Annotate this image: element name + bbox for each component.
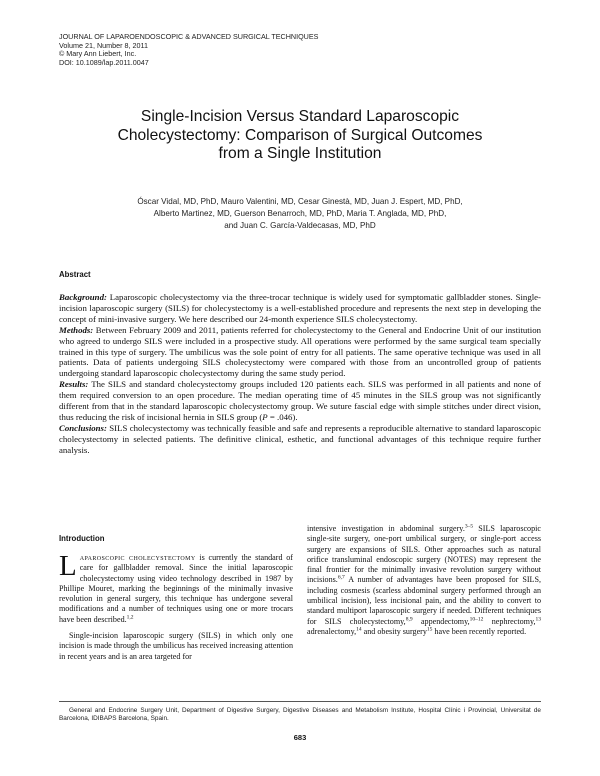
authors-line-3: and Juan C. García-Valdecasas, MD, PhD (224, 221, 376, 231)
authors-line-1: Óscar Vidal, MD, PhD, Mauro Valentini, MD, Cesar Ginestà, MD, Juan J. Espert, MD, PhD, (137, 197, 463, 206)
intro-smallcaps: aparoscopic cholecystectomy (79, 553, 196, 562)
ref-14: 14 (356, 626, 362, 633)
p3-text-c: A number of advantages have been proposed for SILS, including cosmesis (scarless abdominal surgery performed through an umbilical incision), less incisional pain, and the ability to convert to standard multiport laparoscopic surgery if needed. Different techniques for SILS cholecystectomy, (307, 575, 541, 626)
abstract-methods (59, 325, 541, 380)
conclusions-text: SILS cholecystectomy was technically feasible and safe and represents a reproducible alternative to standard laparoscopic cholecystectomy in selected patients. The definitive clinical, esthetic, and functional advantages of this technique require further analysis. (59, 422, 541, 455)
results-label: Results: (59, 379, 89, 390)
journal-header (59, 33, 318, 67)
conclusions-label: Conclusions: (59, 422, 107, 433)
ref-15: 15 (426, 626, 433, 633)
results-text-end: = .046). (267, 411, 298, 422)
intro-p1-text: is currently the standard of care for gallbladder removal. Since the initial laparoscopic cholecystectomy using video technology described in 1987 by Phillipe Mouret, marking the beginnings of the minimally invasive revolution in general surgery, this technique has undergone several modifications and a number of techniques using one or more trocars have been described. (59, 553, 293, 624)
ref-6-7: 6,7 (337, 574, 345, 581)
ref-1-2: 1,2 (126, 614, 134, 621)
p3-text-d: appendectomy, (412, 616, 470, 626)
p3-text-f: adrenalectomy, (307, 626, 357, 636)
author-list (60, 196, 540, 233)
journal-name: JOURNAL OF LAPAROENDOSCOPIC & ADVANCED SURGICAL TECHNIQUES (59, 32, 319, 41)
journal-copyright: © Mary Ann Liebert, Inc. (59, 49, 137, 59)
p3-text-e: nephrectomy, (483, 616, 536, 626)
background-text: Laparoscopic cholecystectomy via the three-trocar technique is widely used for symptomatic gallbladder stones. Single-incision laparoscopic surgery (SILS) for cholecystectomy is a well-established procedure and represents the next step in developing the concept of mini-invasive surgery. We here described our 24-month experience SILS cholecystectomy. (59, 292, 541, 324)
background-label: Background: (59, 292, 107, 302)
abstract-results (59, 379, 541, 423)
abstract-conclusions (59, 423, 541, 456)
ref-3-5: 3–5 (464, 523, 474, 530)
methods-label: Methods: (59, 324, 94, 335)
methods-text: Between February 2009 and 2011, patients referred for cholecystectomy to the General and Endocrine Unit of our institution who agreed to undergo SILS were included in a prospective study. All operations were performed by the same surgical team specially trained in this type of surgery. The umbilicus was the sole point of entry for all patients. The same operative technique was used in all patients. Data of patients undergoing SILS cholecystectomy were compared with those from an uncontrolled group of patients undergoing standard laparoscopic cholecystectomy during the same study period. (59, 324, 541, 379)
abstract-heading: Abstract (59, 270, 91, 279)
affiliation-footnote: General and Endocrine Surgery Unit, Department of Digestive Surgery, Digestive Diseases and Metabolism Institute, Hospital Clínic i Provincial, Universitat de Barcelona, IDIBAPS Barcelona, Spain. (59, 707, 541, 723)
intro-paragraph-2: Single-incision laparoscopic surgery (SILS) in which only one incision is made through the umbilicus has received increasing attention in recent years and is an area targeted for (59, 631, 293, 661)
abstract-background (59, 292, 541, 325)
intro-paragraph-3 (307, 524, 541, 637)
right-column (307, 524, 541, 637)
ref-13: 13 (535, 615, 542, 622)
p3-text-g: and obesity surgery (361, 626, 427, 636)
page-number: 683 (293, 733, 307, 742)
p3-text-h: have been recently reported. (432, 626, 527, 636)
abstract-body (59, 292, 541, 456)
article-title (60, 108, 540, 164)
intro-paragraph-1 (59, 550, 293, 625)
journal-volume: Volume 21, Number 8, 2011 (59, 40, 148, 50)
title-line-3: from a Single Institution (218, 145, 382, 162)
ref-10-12: 10–12 (469, 615, 484, 622)
results-p-symbol: P (262, 411, 268, 422)
title-line-1: Single-Incision Versus Standard Laparoscopic (140, 108, 460, 125)
p3-text-b: SILS laparoscopic single-site surgery, one-port umbilical surgery, or single-port access surgery are expansions of SILS. Other approaches such as natural orifice transluminal endoscopic surgery (NOTES) may represent the final frontier for the minimally invasive revolution surgery without incisions. (307, 524, 541, 585)
left-column (59, 550, 293, 662)
p3-text-a: intensive investigation in abdominal surgery. (307, 524, 465, 533)
journal-doi: DOI: 10.1089/lap.2011.0047 (59, 57, 149, 67)
results-text: The SILS and standard cholecystectomy groups included 120 patients each. SILS was performed in all patients and none of them required conversion to an open procedure. The median operating time of 45 minutes in the SILS group was not significantly different from that in the standard laparoscopic cholecystectomy group. We suture fascial edge with simple stitches under direct vision, thus reducing the risk of incisional hernia in SILS group ( (59, 379, 541, 422)
footnote-divider (59, 701, 541, 702)
ref-8-9: 8,9 (405, 615, 413, 622)
title-line-2: Cholecystectomy: Comparison of Surgical Outcomes (117, 126, 483, 144)
authors-line-2: Alberto Martinez, MD, Guerson Benarroch, MD, PhD, Maria T. Anglada, MD, PhD, (153, 209, 447, 219)
introduction-heading: Introduction (59, 534, 105, 543)
drop-cap: L (59, 550, 77, 582)
